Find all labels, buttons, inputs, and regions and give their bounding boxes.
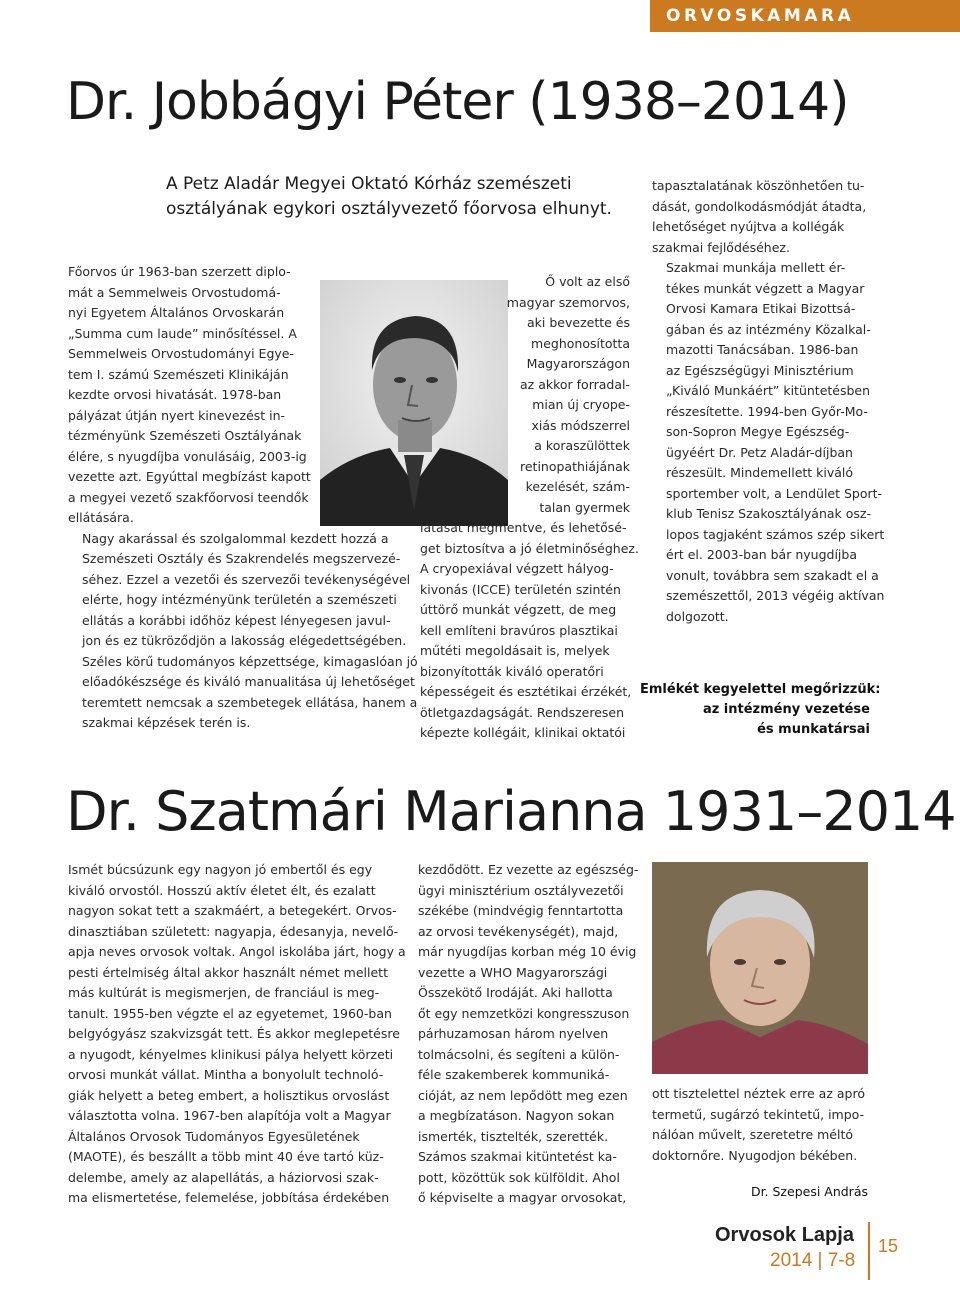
text-line: dását, gondolkodásmódját átadta,	[652, 198, 867, 214]
text-line: mát a Semmelweis Orvostudomá-	[68, 284, 281, 300]
paragraph	[68, 529, 418, 734]
text-line: ügyéért Dr. Petz Aladár-díjban	[666, 444, 853, 460]
text-line: Orvosi Kamara Etikai Bizottsá-	[666, 301, 856, 316]
portrait-szatmari-photo	[652, 862, 868, 1074]
text-line: giák helyett a beteg embert, a holisztikus orvoslást	[68, 1087, 390, 1103]
text-line: az orvosi tevékenységét), majd,	[418, 923, 619, 939]
text-line: xiás módszerrel	[531, 417, 630, 433]
article2-column-1	[68, 860, 406, 1209]
text-line: műtéti megoldásait is, melyek	[420, 643, 610, 658]
text-line: Számos szakmai kitüntetést ka-	[418, 1149, 617, 1164]
text-line: Általános Orvosok Tudományos Egyesületének	[68, 1128, 360, 1144]
text-line: tapasztalatának köszönhetően tu-	[652, 178, 865, 193]
text-line: nagyon sokat tett a szakmáért, a betegekért. Orvos-	[68, 903, 397, 918]
text-line: (MAOTE), és beszállt a több mint 40 éve tartó küz-	[68, 1149, 384, 1164]
text-line: sportember volt, a Lendület Sport-	[666, 485, 883, 501]
text-line: kezdődött. Ez vezette az egészség-	[418, 862, 639, 877]
text-line: kiváló orvostól. Hosszú aktív életet élt, és ezalatt	[68, 882, 376, 898]
text-line: A cryopexiával végzett hályog-	[420, 561, 614, 576]
text-line: látását megmentve, és lehetősé-	[420, 520, 627, 535]
text-line: mian új cryope-	[532, 397, 630, 412]
text-line: más kultúrát is megismerjen, de franciául is meg-	[68, 985, 380, 1000]
text-line: úttörő munkát végzett, de meg	[420, 602, 617, 617]
issue-number: 2014 | 7-8	[770, 1250, 856, 1271]
text-line: pott, közöttük sok külföldit. Ahol	[418, 1169, 620, 1185]
section-label: ORVOSKAMARA	[666, 6, 855, 26]
text-line: séhez. Ezzel a vezetői és szervezői tevékenységével	[82, 571, 411, 587]
text-line: belgyógyász szakvizsgát tett. És akkor meglepetésre	[68, 1026, 400, 1041]
page-number: 15	[878, 1236, 899, 1256]
text-line: son-Sopron Megye Egészség-	[666, 424, 850, 439]
text-line: ismerték, tisztelték, szerették.	[418, 1128, 609, 1144]
text-line: a megbízatáson. Nagyon sokan	[418, 1108, 615, 1123]
text-line: „Kiváló Munkáért” kitüntetésben	[666, 383, 871, 398]
text-line: lehetőséget nyújtva a kollégák	[652, 219, 845, 234]
text-line: az akkor forradal-	[520, 376, 630, 392]
text-line: előadókészsége és kiváló manualitása új lehetőséget	[82, 674, 415, 689]
text-line: ő képviselte a magyar orvosokat,	[418, 1190, 627, 1205]
text-line: szemészettől, 2013 végéig aktívan	[666, 588, 885, 603]
text-line: Összekötő Irodáját. Aki hallotta	[418, 985, 613, 1000]
text-line: get biztosítva a jó életminőséghez.	[420, 540, 639, 556]
text-line: ma elismertetése, felemelése, jobbítása érdekében	[68, 1190, 390, 1205]
text-line: ügyi minisztérium osztályvezetői	[418, 882, 624, 898]
text-line: magyar szemorvos,	[506, 294, 630, 310]
text-line: választotta volna. 1967-ben alapítója volt a Magyar	[68, 1108, 391, 1123]
text-line: a koraszülöttek	[534, 438, 630, 453]
text-line: tékes munkát végzett a Magyar	[666, 280, 865, 296]
text-line: termetű, sugárzó tekintetű, impo-	[652, 1106, 865, 1122]
text-line: már nyugdíjas korban még 10 évig	[418, 944, 637, 959]
text-line: retinopathiájának	[519, 458, 630, 474]
text-line: kivonás (ICCE) területén szintén	[420, 581, 621, 597]
text-line: részesült. Mindemellett kiváló	[666, 465, 854, 480]
text-line: jon és ez tükröződjön a lakosság elégedettségében.	[82, 633, 407, 648]
text-line: cióját, az nem lepődött meg ezen	[418, 1087, 628, 1103]
article1-column-3	[652, 176, 885, 627]
text-line: Ismét búcsúzunk egy nagyon jó embertől és egy	[68, 862, 373, 877]
text-line: pályázat útján nyert kinevezést in-	[68, 407, 286, 423]
section-tag	[650, 0, 960, 32]
text-line: vezette azt. Egyúttal megbízást kapott	[68, 469, 311, 484]
text-line: talan gyermek	[539, 499, 630, 515]
text-line: nálóan művelt, szeretetre méltó	[652, 1127, 853, 1142]
signature-line: és munkatársai	[757, 722, 870, 737]
text-line: tanult. 1955-ben végzte el az egyetemet, 1960-ban	[68, 1005, 392, 1021]
text-line: a nyugodt, kényelmes klinikusi pálya helyett körzeti	[68, 1046, 394, 1062]
text-line: elérte, hogy intézményünk területén a szemészeti	[82, 592, 397, 607]
text-line: kezelését, szám-	[525, 479, 630, 494]
text-line: Főorvos úr 1963-ban szerzett diplo-	[68, 264, 291, 279]
text-line: ért el. 2003-ban bár nyugdíjba	[666, 547, 857, 562]
article2-author: Dr. Szepesi András	[750, 1184, 868, 1199]
text-line: orvosi munkát vállat. Mintha a bonyolult technoló-	[68, 1067, 384, 1082]
text-line: Ő volt az első	[545, 274, 630, 289]
paragraph	[652, 176, 882, 258]
text-line: aki bevezette és	[527, 315, 630, 330]
article1-signature	[640, 680, 881, 740]
text-line: ott tisztelettel néztek erre az apró	[652, 1086, 865, 1101]
text-line: Nagy akarással és szolgalommal kezdett hozzá a	[82, 530, 389, 546]
text-line: apja neves orvosok voltak. Angol iskolába járt, hogy a	[68, 944, 406, 959]
paragraph	[652, 258, 885, 627]
text-line: székébe (mindvégig fenntartotta	[418, 903, 624, 918]
text-line: képességeit és esztétikai érzékét,	[420, 684, 632, 699]
text-line: pesti értelmiség által akkor használt német mellett	[68, 964, 388, 980]
text-line: szakmai fejlődéséhez.	[652, 239, 790, 255]
footer-divider	[868, 1222, 870, 1280]
portrait-illustration	[652, 862, 868, 1074]
article2-column-2	[418, 860, 638, 1209]
text-line: lopos tagjaként számos szép sikert	[666, 526, 885, 542]
text-line: őt egy nemzetközi kongresszuson	[418, 1005, 630, 1021]
text-line: delembe, amely az alapellátás, a háziorvosi szak-	[68, 1169, 379, 1185]
text-line: szakmai képzések terén is.	[82, 715, 251, 730]
text-line: doktornőre. Nyugodjon békében.	[652, 1147, 858, 1163]
magazine-title: Orvosok Lapja	[715, 1224, 854, 1246]
signature-line: az intézmény vezetése	[702, 702, 870, 717]
text-line: mazotti Tanácsában. 1986-ban	[666, 342, 859, 357]
text-line: Semmelweis Orvostudományi Egye-	[68, 346, 294, 361]
text-line: a megyei vezető szakfőorvosi teendők	[68, 489, 309, 505]
text-line: bizonyították kiváló operatőri	[420, 663, 604, 679]
article2-title: Dr. Szatmári Marianna 1931–2014	[66, 780, 956, 843]
text-line: meghonosította	[531, 335, 630, 351]
text-line: ellátására.	[68, 510, 134, 525]
article1-column-2-bottom	[420, 518, 640, 744]
text-line: féle szakemberek kommuniká-	[418, 1067, 610, 1082]
text-line: gában és az intézmény Közalkal-	[666, 321, 871, 337]
text-line: dinasztiában született: nagyapja, édesanyja, nevelő-	[68, 923, 399, 939]
article1-title: Dr. Jobbágyi Péter (1938–2014)	[66, 72, 849, 132]
article1-subtitle	[166, 172, 612, 222]
text-line: tézményünk Szemészeti Osztályának	[68, 428, 302, 443]
text-line: részesítette. 1994-ben Győr-Mo-	[666, 403, 868, 419]
portrait-illustration	[320, 280, 508, 526]
article1-column-2-top	[496, 272, 630, 518]
portrait-jobbagyi-photo	[320, 280, 508, 526]
text-line: párhuzamosan három nyelven	[418, 1026, 609, 1041]
text-line: Szemészeti Osztály és Szakrendelés megszervezé-	[82, 551, 401, 566]
text-line: képezte kollégáit, klinikai oktatói	[420, 725, 626, 740]
text-line: teremtett nemcsak a szembetegek ellátása, hanem a	[82, 694, 418, 710]
text-line: Magyarországon	[526, 356, 630, 371]
text-line: az Egészségügyi Minisztérium	[666, 362, 854, 378]
article2-column-3	[652, 1084, 882, 1166]
text-line: tem I. számú Szemészeti Klinikáján	[68, 366, 289, 382]
text-line: vezette a WHO Magyarországi	[418, 964, 608, 980]
text-line: nyi Egyetem Általános Orvoskarán	[68, 305, 285, 320]
text-line: dolgozott.	[666, 608, 729, 624]
text-line: kezdte orvosi hivatását. 1978-ban	[68, 387, 282, 402]
text-line: vonult, továbbra sem szakadt el a	[666, 567, 879, 583]
text-line: ötletgazdagságát. Rendszeresen	[420, 704, 625, 720]
text-line: élére, s nyugdíjba vonulásáig, 2003-ig	[68, 448, 307, 464]
text-line: klub Tenisz Szakosztályának osz-	[666, 506, 871, 521]
text-line: „Summa cum laude” minősítéssel. A	[68, 325, 297, 341]
text-line: Szakmai munkája mellett ér-	[666, 260, 846, 275]
text-line: kell említeni bravúros plasztikai	[420, 622, 618, 638]
text-line: Széles körű tudományos képzettsége, kimagaslóan jó	[82, 653, 418, 669]
subtitle-line: osztályának egykori osztályvezető főorvosa elhunyt.	[166, 199, 612, 219]
subtitle-line: A Petz Aladár Megyei Oktató Kórház szemészeti	[166, 174, 572, 194]
text-line: tolmácsolni, és segíteni a külön-	[418, 1046, 620, 1062]
signature-line: Emlékét kegyelettel megőrizzük:	[640, 682, 881, 697]
text-line: ellátás a korábbi időhöz képest lényegesen javul-	[82, 612, 391, 628]
